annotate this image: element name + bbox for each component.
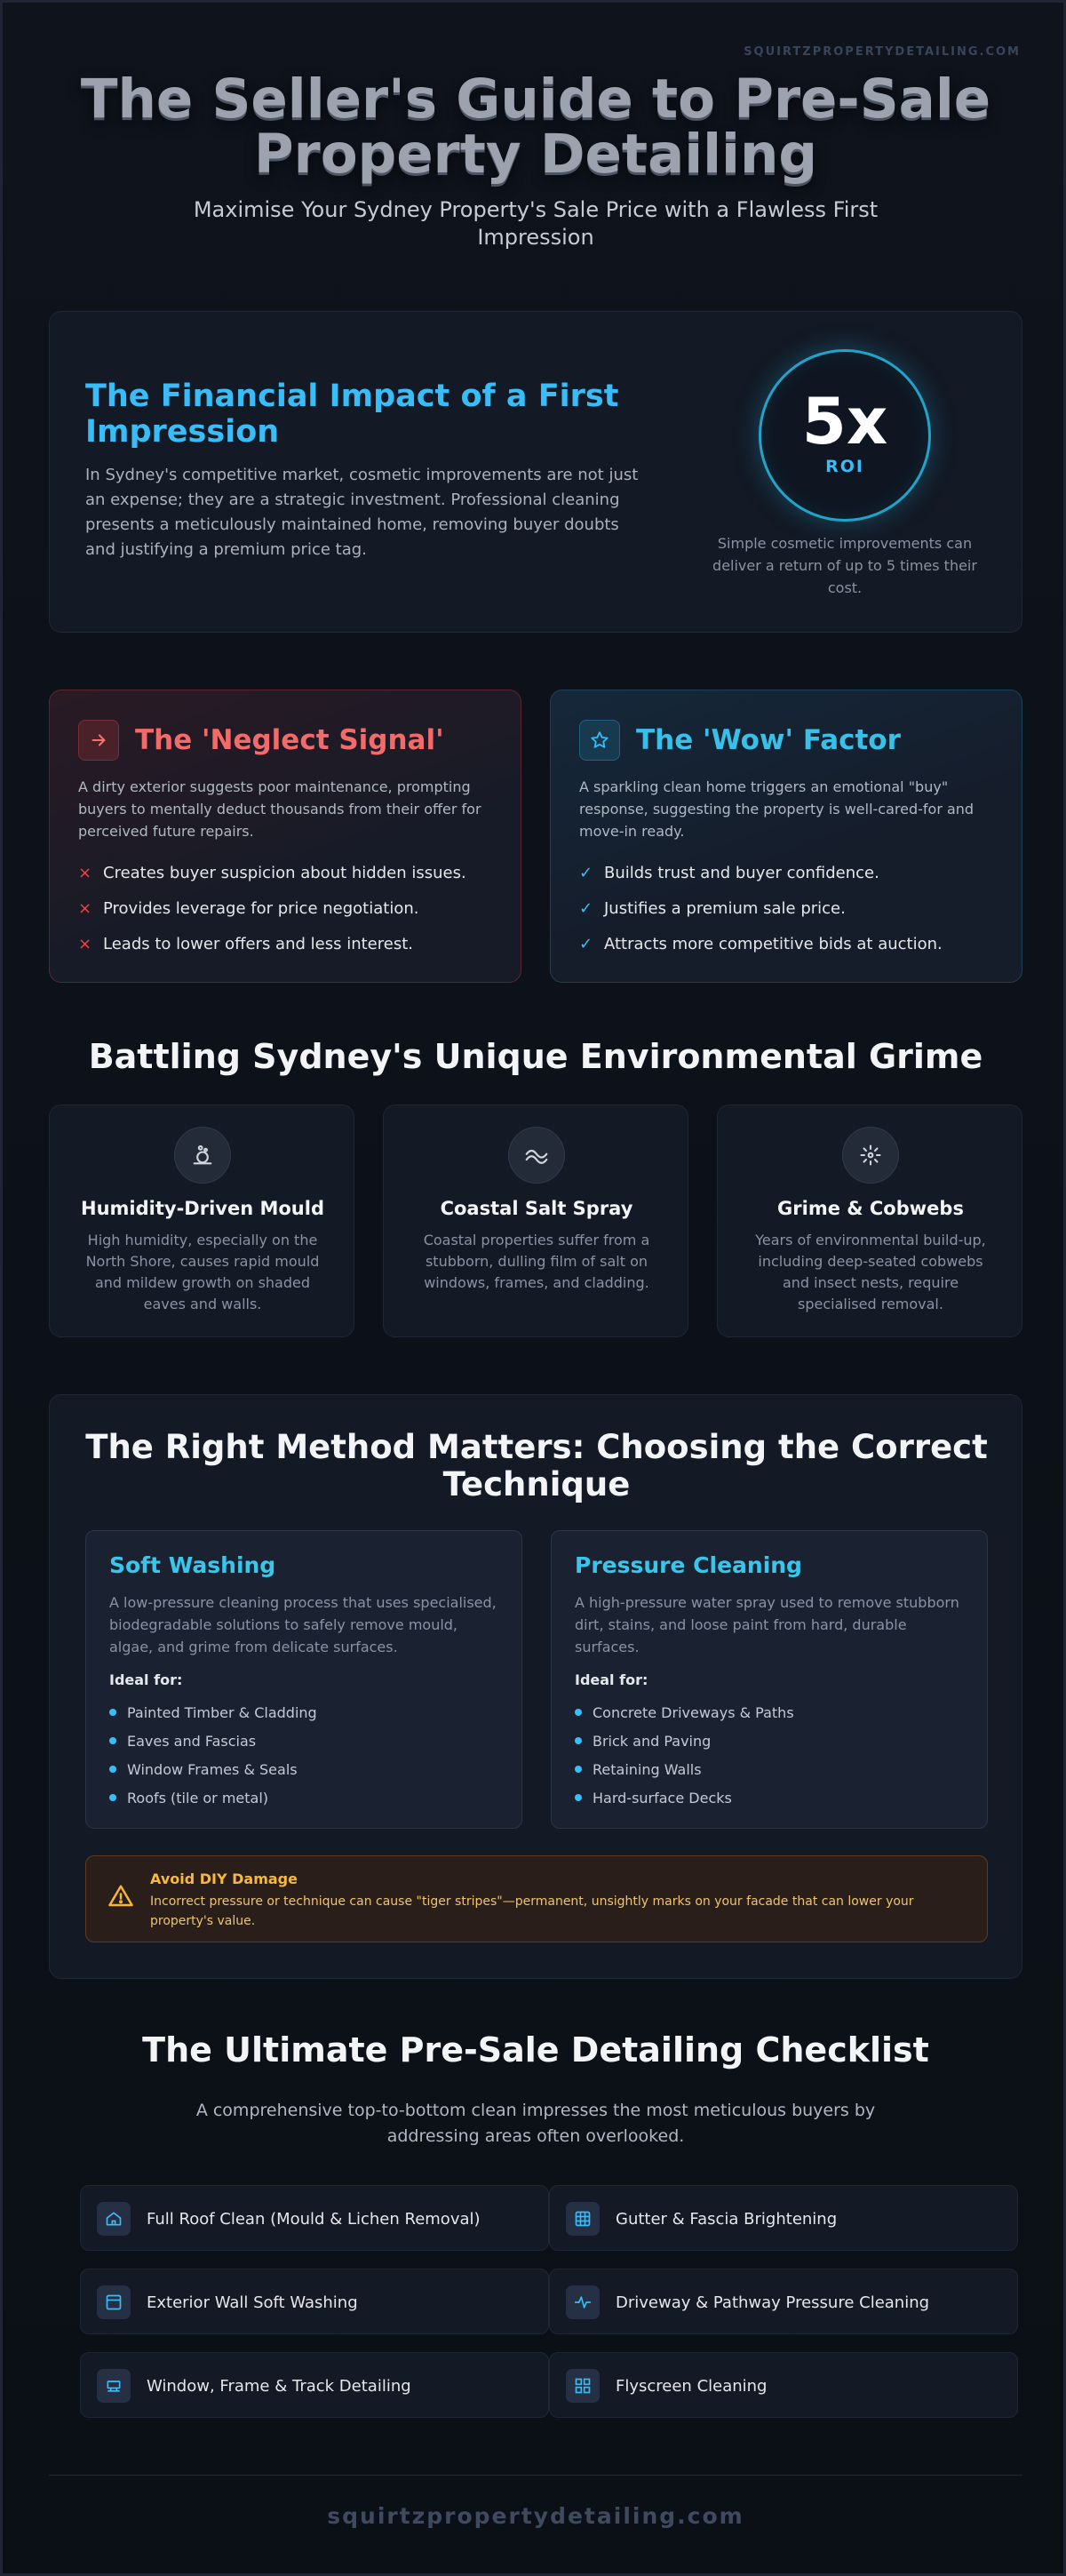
checklist-item-label: Flyscreen Cleaning bbox=[616, 2376, 768, 2396]
bullet-dot-icon bbox=[109, 1709, 116, 1716]
checklist-item-label: Driveway & Pathway Pressure Cleaning bbox=[616, 2293, 930, 2312]
neglect-description: A dirty exterior suggests poor maintenance, prompting buyers to mentally deduct thousands from their offer for perceived future repairs. bbox=[78, 778, 481, 840]
brand-header[interactable]: SQUIRTZPROPERTYDETAILING.COM bbox=[744, 45, 1021, 59]
neglect-list bbox=[78, 855, 505, 961]
list-item-text: Window Frames & Seals bbox=[127, 1760, 298, 1778]
neglect-signal-card bbox=[49, 690, 521, 983]
grime-card-desc: Years of environmental build-up, including deep-seated cobwebs and insect nests, require specialised removal. bbox=[755, 1232, 986, 1312]
list-item bbox=[579, 926, 1006, 961]
checklist-item bbox=[549, 2185, 1018, 2251]
pulse-icon bbox=[566, 2285, 600, 2319]
method-title: The Right Method Matters: Choosing the Correct Technique bbox=[85, 1428, 988, 1503]
list-item-text: Creates buyer suspicion about hidden issues. bbox=[103, 863, 466, 882]
list-item bbox=[78, 855, 505, 890]
financial-impact-card bbox=[49, 311, 1022, 633]
warning-icon bbox=[107, 1883, 134, 1910]
check-icon: ✓ bbox=[579, 898, 593, 918]
cross-icon: × bbox=[78, 898, 92, 918]
grime-card-title: Humidity-Driven Mould bbox=[81, 1198, 324, 1219]
bullet-dot-icon bbox=[109, 1737, 116, 1744]
bullet-dot-icon bbox=[575, 1737, 582, 1744]
list-item bbox=[575, 1755, 794, 1783]
list-item-text: Hard-surface Decks bbox=[593, 1789, 732, 1806]
footer-divider bbox=[49, 2475, 1022, 2476]
grime-card-mould bbox=[49, 1105, 354, 1337]
list-item bbox=[78, 890, 505, 926]
list-item bbox=[109, 1698, 317, 1727]
grime-card-desc: Coastal properties suffer from a stubborn, dulling film of salt on windows, frames, and cladding. bbox=[423, 1232, 650, 1291]
bullet-dot-icon bbox=[109, 1794, 116, 1801]
list-item bbox=[109, 1783, 317, 1812]
soft-washing-title: Soft Washing bbox=[109, 1552, 276, 1578]
grid-icon bbox=[566, 2202, 600, 2236]
financial-body: In Sydney's competitive market, cosmetic improvements are not just an expense; they are a strategic investment. Professional cleaning presents a meticulously maintained home, removing buyer doubts and justifying a premium price tag. bbox=[85, 466, 639, 559]
pressure-cleaning-desc: A high-pressure water spray used to remove stubborn dirt, stains, and loose paint from hard, durable surfaces. bbox=[575, 1594, 959, 1655]
grime-card-title: Grime & Cobwebs bbox=[777, 1198, 964, 1219]
financial-title: The Financial Impact of a First Impression bbox=[85, 379, 619, 450]
checklist-item bbox=[80, 2352, 549, 2418]
check-icon: ✓ bbox=[579, 934, 593, 953]
check-icon: ✓ bbox=[579, 863, 593, 882]
ideal-for-label: Ideal for: bbox=[109, 1671, 183, 1688]
grime-card-salt bbox=[383, 1105, 688, 1337]
wow-factor-card bbox=[550, 690, 1022, 983]
list-item-text: Justifies a premium sale price. bbox=[604, 898, 846, 918]
cross-icon: × bbox=[78, 863, 92, 882]
checklist-item bbox=[549, 2269, 1018, 2334]
soft-washing-list bbox=[109, 1698, 317, 1812]
bullet-dot-icon bbox=[109, 1766, 116, 1773]
checklist-subtitle: A comprehensive top-to-bottom clean impresses the most meticulous buyers by addressing areas often overlooked. bbox=[195, 2101, 876, 2146]
list-item bbox=[575, 1727, 794, 1755]
list-item bbox=[579, 855, 1006, 890]
list-item-text: Eaves and Fascias bbox=[127, 1732, 257, 1750]
roi-value: 5x bbox=[801, 384, 888, 459]
list-item bbox=[78, 926, 505, 961]
wow-description: A sparkling clean home triggers an emotional "buy" response, suggesting the property is well-cared-for and move-in ready. bbox=[579, 778, 975, 840]
list-item-text: Painted Timber & Cladding bbox=[127, 1703, 317, 1721]
neglect-title: The 'Neglect Signal' bbox=[135, 724, 444, 756]
grime-card-desc: High humidity, especially on the North Shore, causes rapid mould and mildew growth on shaded eaves and walls. bbox=[85, 1232, 320, 1312]
checklist-item-label: Full Roof Clean (Mould & Lichen Removal) bbox=[147, 2209, 481, 2229]
list-item bbox=[579, 890, 1006, 926]
checklist-title: The Ultimate Pre-Sale Detailing Checklist bbox=[142, 2030, 929, 2070]
wow-title: The 'Wow' Factor bbox=[636, 724, 901, 756]
soft-washing-card bbox=[85, 1530, 522, 1829]
dust-icon bbox=[842, 1127, 899, 1184]
arrow-right-icon bbox=[78, 720, 119, 761]
list-item-text: Concrete Driveways & Paths bbox=[593, 1703, 794, 1721]
list-item-text: Retaining Walls bbox=[593, 1760, 702, 1778]
roi-caption: Simple cosmetic improvements can deliver a return of up to 5 times their cost. bbox=[712, 535, 977, 596]
ideal-for-label: Ideal for: bbox=[575, 1671, 648, 1688]
squares-icon bbox=[566, 2369, 600, 2403]
checklist-item-label: Gutter & Fascia Brightening bbox=[616, 2209, 838, 2229]
pressure-cleaning-card bbox=[551, 1530, 988, 1829]
checklist-item bbox=[80, 2185, 549, 2251]
pressure-cleaning-title: Pressure Cleaning bbox=[575, 1552, 802, 1578]
checklist-item-label: Window, Frame & Track Detailing bbox=[147, 2376, 411, 2396]
pressure-cleaning-list bbox=[575, 1698, 794, 1812]
warning-text: Incorrect pressure or technique can cause "tiger stripes"—permanent, unsightly marks on your facade that can lower your property's value. bbox=[150, 1894, 914, 1928]
diy-warning-callout bbox=[85, 1855, 988, 1942]
method-section bbox=[49, 1394, 1022, 1979]
roi-badge bbox=[759, 349, 931, 522]
grime-section-title: Battling Sydney's Unique Environmental Grime bbox=[88, 1037, 983, 1076]
list-item-text: Brick and Paving bbox=[593, 1732, 712, 1750]
cross-icon: × bbox=[78, 934, 92, 953]
waves-icon bbox=[508, 1127, 565, 1184]
grime-card-title: Coastal Salt Spray bbox=[440, 1198, 633, 1219]
page-subtitle: Maximise Your Sydney Property's Sale Price with a Flawless First Impression bbox=[193, 197, 879, 250]
bullet-dot-icon bbox=[575, 1794, 582, 1801]
list-item bbox=[109, 1755, 317, 1783]
warning-title: Avoid DIY Damage bbox=[150, 1870, 298, 1887]
panel-icon bbox=[97, 2285, 131, 2319]
roi-label: ROI bbox=[825, 457, 864, 476]
list-item-text: Provides leverage for price negotiation. bbox=[103, 898, 419, 918]
wow-list bbox=[579, 855, 1006, 961]
brand-footer[interactable]: squirtzpropertydetailing.com bbox=[327, 2503, 744, 2529]
checklist-item-label: Exterior Wall Soft Washing bbox=[147, 2293, 358, 2312]
list-item-text: Builds trust and buyer confidence. bbox=[604, 863, 879, 882]
bullet-dot-icon bbox=[575, 1766, 582, 1773]
home-icon bbox=[97, 2202, 131, 2236]
list-item-text: Leads to lower offers and less interest. bbox=[103, 934, 413, 953]
list-item-text: Roofs (tile or metal) bbox=[127, 1789, 269, 1806]
star-icon bbox=[579, 720, 620, 761]
bullet-dot-icon bbox=[575, 1709, 582, 1716]
list-item bbox=[575, 1783, 794, 1812]
page-title: The Seller's Guide to Pre-Sale Property Detailing bbox=[80, 68, 991, 186]
mould-icon bbox=[174, 1127, 231, 1184]
checklist-item bbox=[80, 2269, 549, 2334]
list-item bbox=[575, 1698, 794, 1727]
checklist-item bbox=[549, 2352, 1018, 2418]
window-icon bbox=[97, 2369, 131, 2403]
list-item bbox=[109, 1727, 317, 1755]
list-item-text: Attracts more competitive bids at auction. bbox=[604, 934, 943, 953]
soft-washing-desc: A low-pressure cleaning process that uses specialised, biodegradable solutions to safely remove mould, algae, and grime from delicate surfaces. bbox=[109, 1594, 497, 1655]
grime-card-cobwebs bbox=[717, 1105, 1022, 1337]
